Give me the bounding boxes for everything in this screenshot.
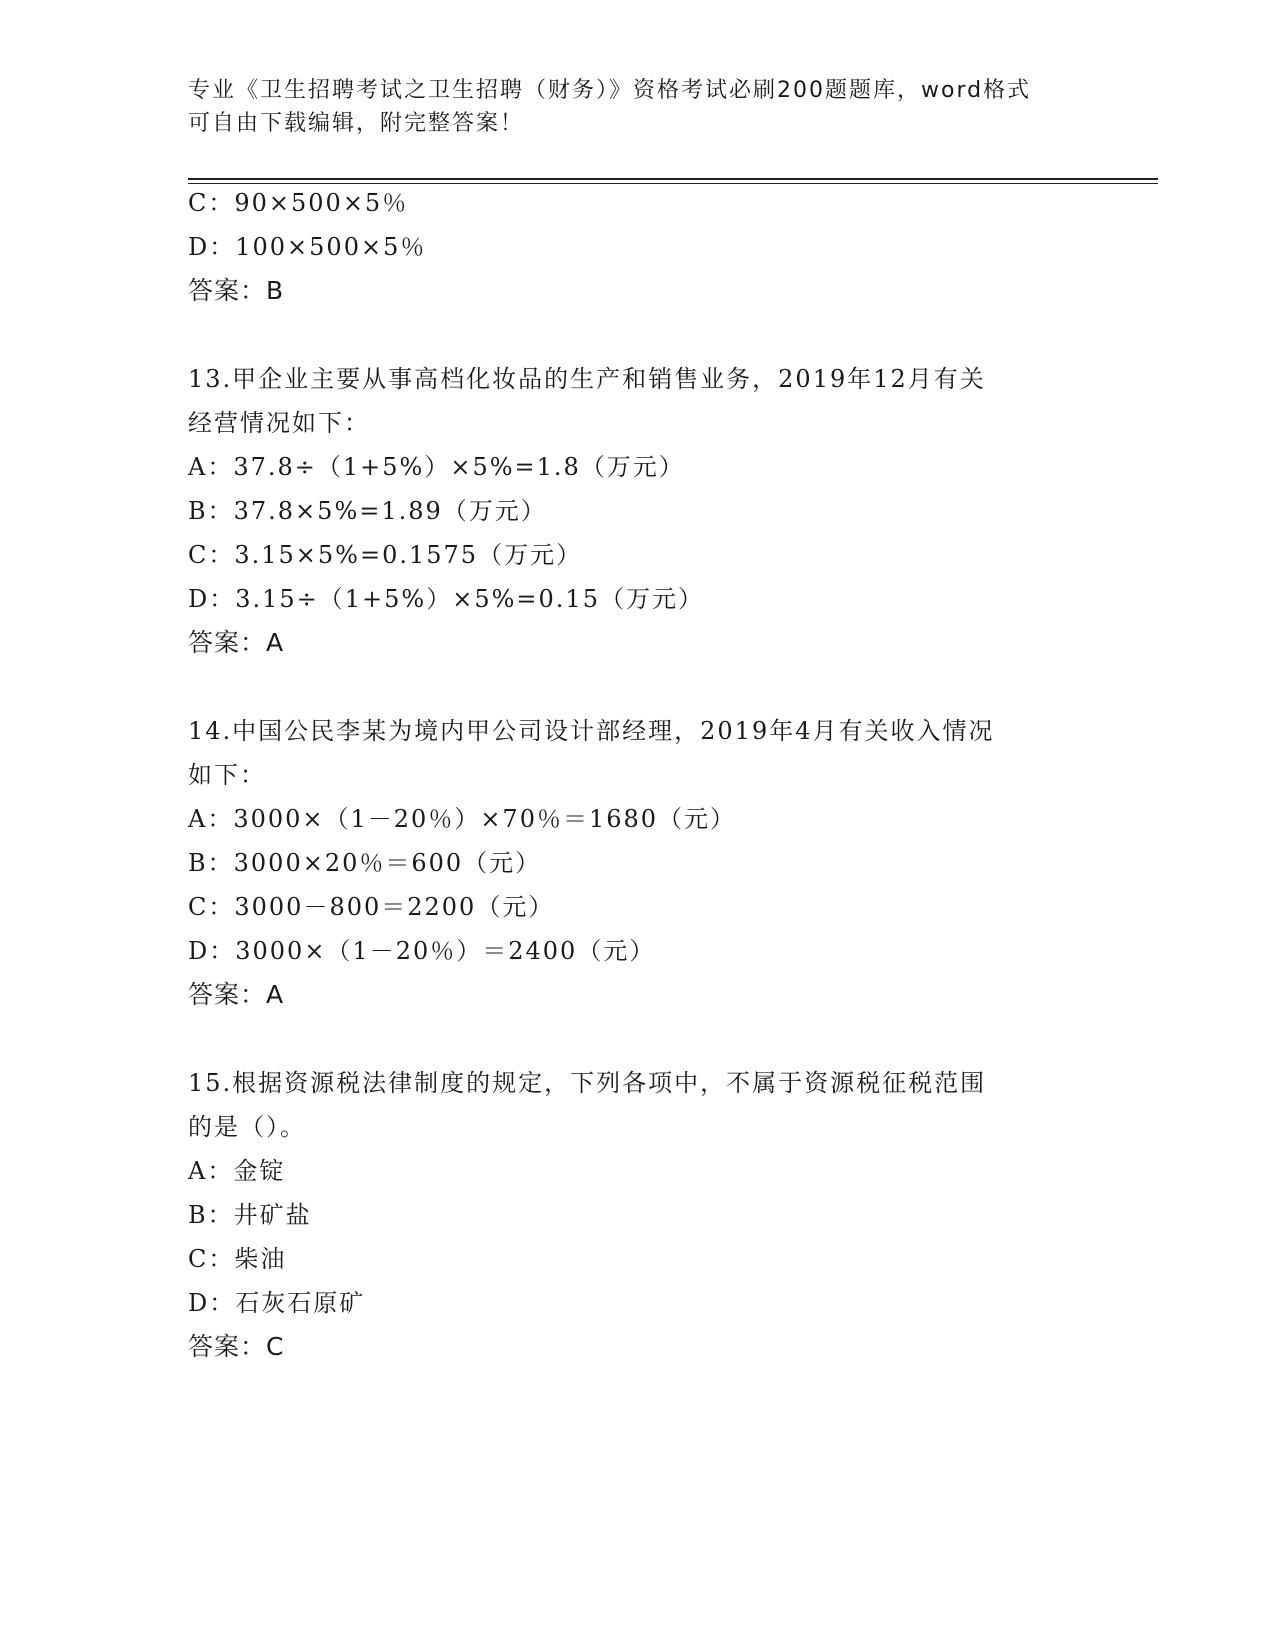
q15-stem-line2: 的是（）。 (188, 1113, 306, 1141)
q13-option-b: B：37.8×5%=1.89（万元） (188, 497, 547, 525)
prev-option-d: D：100×500×5％ (188, 233, 427, 261)
q15-option-d: D：石灰石原矿 (188, 1289, 366, 1317)
q13-stem-line2: 经营情况如下： (188, 409, 370, 437)
q15-answer: 答案：C (188, 1332, 285, 1361)
q15-option-c: C：柴油 (188, 1245, 287, 1273)
q13-option-d: D：3.15÷（1+5%）×5%=0.15（万元） (188, 585, 704, 613)
header-divider (188, 178, 1158, 180)
q14-option-b: B：3000×20％＝600（元） (188, 849, 542, 877)
q14-option-a: A：3000×（1－20％）×70％＝1680（元） (188, 805, 737, 833)
q15-stem-line1: 15.根据资源税法律制度的规定，下列各项中，不属于资源税征税范围 (188, 1069, 987, 1097)
header-title-line1: 专业《卫生招聘考试之卫生招聘（财务）》资格考试必刷200题题库，word格式 (188, 78, 1032, 103)
header-title-line2: 可自由下载编辑，附完整答案！ (188, 111, 525, 136)
q15-option-a: A：金锭 (188, 1157, 286, 1185)
prev-option-c: C：90×500×5％ (188, 189, 409, 217)
document-header (188, 74, 1068, 140)
q14-option-d: D：3000×（1－20％）＝2400（元） (188, 937, 656, 965)
header-divider-thin (188, 183, 1158, 184)
prev-answer: 答案：B (188, 276, 285, 305)
q14-stem-line1: 14.中国公民李某为境内甲公司设计部经理，2019年4月有关收入情况 (188, 717, 995, 745)
q14-answer: 答案：A (188, 980, 285, 1009)
q14-option-c: C：3000－800＝2200（元） (188, 893, 555, 921)
q13-answer: 答案：A (188, 628, 285, 657)
q13-option-c: C：3.15×5%=0.1575（万元） (188, 541, 583, 569)
q13-stem-line1: 13.甲企业主要从事高档化妆品的生产和销售业务，2019年12月有关 (188, 365, 986, 393)
q13-option-a: A：37.8÷（1+5%）×5%=1.8（万元） (188, 453, 685, 481)
q14-stem-line2: 如下： (188, 761, 266, 789)
q15-option-b: B：井矿盐 (188, 1201, 312, 1229)
